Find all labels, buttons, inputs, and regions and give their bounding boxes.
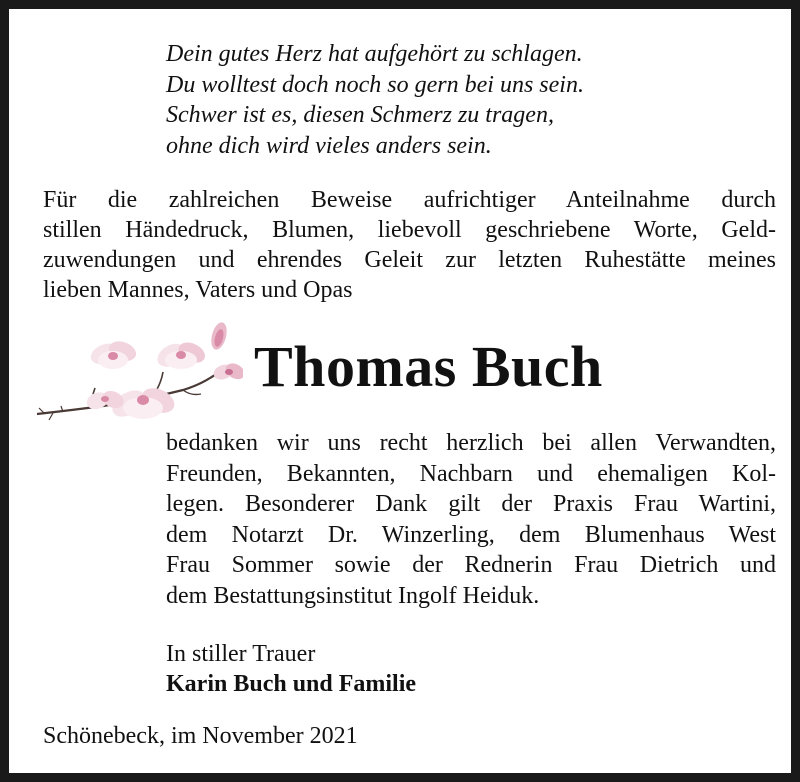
- thanks-line: dem Bestattungsinstitut Ingolf Heiduk.: [166, 582, 540, 609]
- poem-line: Du wolltest doch noch so gern bei uns sein.: [166, 71, 584, 98]
- thanks-line: Frau Sommer sowie der Rednerin Frau Dietrich und: [166, 552, 776, 578]
- deceased-name: Thomas Buch: [254, 334, 603, 399]
- poem-line: Schwer ist es, diesen Schmerz zu tragen,: [166, 102, 554, 128]
- intro-paragraph: [43, 185, 776, 305]
- thanks-line: legen. Besonderer Dank gilt der Praxis Frau Wartini,: [166, 491, 776, 517]
- place-date: Schönebeck, im November 2021: [43, 723, 358, 749]
- poem: [166, 39, 726, 161]
- poem-line: Dein gutes Herz hat aufgehört zu schlagen.: [166, 41, 583, 67]
- intro-line: zuwendungen und ehrendes Geleit zur letzten Ruhestätte meines: [43, 247, 776, 273]
- thanks-line: bedanken wir uns recht herzlich bei allen Verwandten,: [166, 430, 776, 456]
- closing-phrase: In stiller Trauer: [166, 641, 316, 667]
- closing-block: [166, 639, 666, 699]
- thanks-line: Freunden, Bekannten, Nachbarn und ehemaligen Kol-: [166, 460, 776, 487]
- thanks-paragraph: [166, 428, 776, 611]
- intro-line: stillen Händedruck, Blumen, liebevoll geschriebene Worte, Geld-: [43, 217, 776, 243]
- poem-line: ohne dich wird vieles anders sein.: [166, 132, 492, 159]
- intro-line: Für die zahlreichen Beweise aufrichtiger Anteilnahme durch: [43, 187, 776, 213]
- intro-line: lieben Mannes, Vaters und Opas: [43, 277, 353, 303]
- thanks-line: dem Notarzt Dr. Winzerling, dem Blumenhaus West: [166, 521, 776, 548]
- magnolia-branch-icon: [33, 314, 243, 429]
- mourners-name: Karin Buch und Familie: [166, 671, 417, 697]
